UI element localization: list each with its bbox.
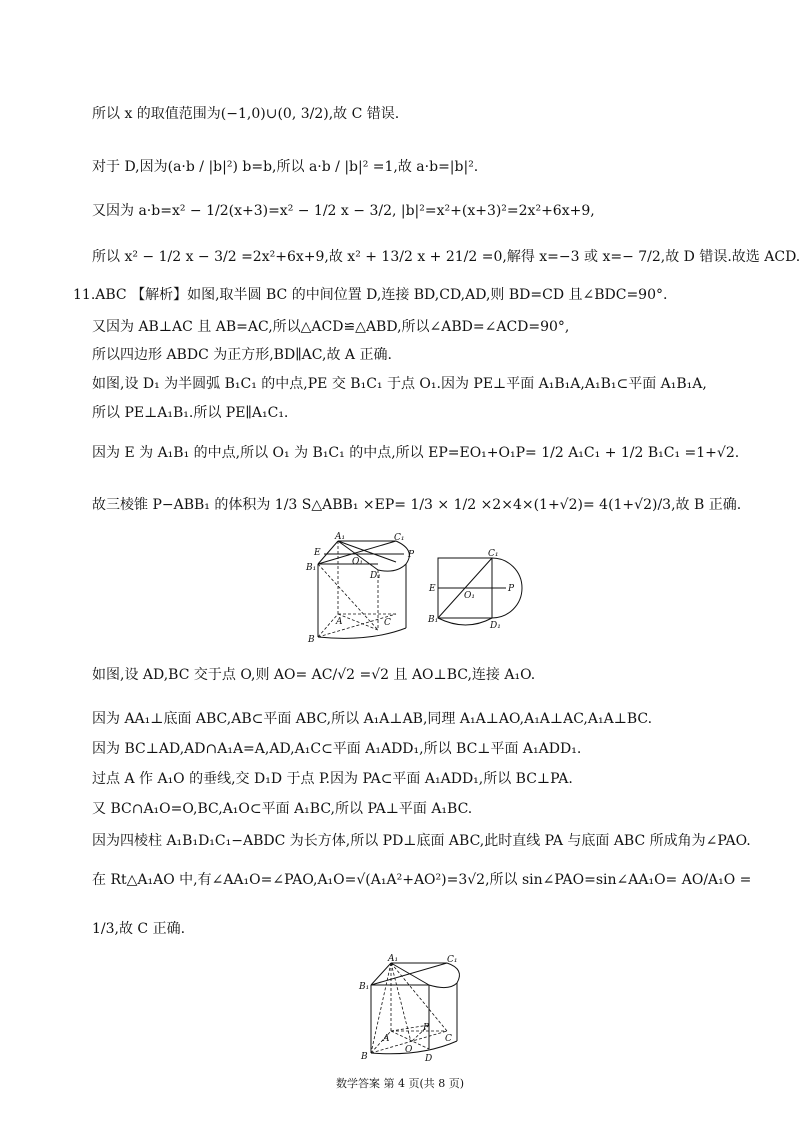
fig3-label-o: O <box>405 1045 413 1055</box>
text-line-8: 如图,设 D₁ 为半圆弧 B₁C₁ 的中点,PE 交 B₁C₁ 于点 O₁.因为 PE⊥平面 A₁B₁A,A₁B₁⊂平面 A₁B₁A, <box>92 376 707 392</box>
fig3-label-p: P <box>423 1023 430 1033</box>
text-line-19: 1/3,故 C 正确. <box>92 921 186 937</box>
text-line-13: 因为 AA₁⊥底面 ABC,AB⊂平面 ABC,所以 A₁A⊥AB,同理 A₁A⊥AO,A₁A⊥AC,A₁A⊥BC. <box>92 711 653 727</box>
text-line-17: 因为四棱柱 A₁B₁D₁C₁−ABDC 为长方体,所以 PD⊥底面 ABC,此时直线 PA 与底面 ABC 所成角为∠PAO. <box>92 833 751 849</box>
text-line-14: 因为 BC⊥AD,AD∩A₁A=A,AD,A₁C⊂平面 A₁ADD₁,所以 BC⊥平面 A₁ADD₁. <box>92 741 582 757</box>
fig2-label-o1: O₁ <box>464 591 475 601</box>
fig1-label-c: C <box>384 618 391 628</box>
text-line-9: 所以 PE⊥A₁B₁.所以 PE∥A₁C₁. <box>92 405 289 421</box>
fig2-label-p: P <box>508 584 515 594</box>
text-line-16: 又 BC∩A₁O=O,BC,A₁O⊂平面 A₁BC,所以 PA⊥平面 A₁BC. <box>92 801 473 817</box>
fig3-label-d: D <box>425 1054 433 1064</box>
fig1-label-e: E <box>314 548 321 558</box>
fig1-label-b: B <box>308 635 315 645</box>
fig2-label-d1: D₁ <box>490 621 501 630</box>
text-line-6: 又因为 AB⊥AC 且 AB=AC,所以△ACD≌△ABD,所以∠ABD=∠ACD=90°, <box>92 319 570 335</box>
fig2-label-b1: B₁ <box>428 615 439 625</box>
figure-prism-2 <box>355 953 480 1065</box>
text-line-10: 因为 E 为 A₁B₁ 的中点,所以 O₁ 为 B₁C₁ 的中点,所以 EP=EO₁+O₁P= 1/2 A₁C₁ + 1/2 B₁C₁ =1+√2. <box>92 445 740 461</box>
fig3-label-b1: B₁ <box>359 982 370 992</box>
fig1-label-c1: C₁ <box>394 533 405 543</box>
text-line-5: 11.ABC 【解析】如图,取半圆 BC 的中间位置 D,连接 BD,CD,AD,则 BD=CD 且∠BDC=90°. <box>73 287 668 303</box>
fig3-label-c: C <box>445 1034 452 1044</box>
text-line-3: 又因为 a·b=x² − 1/2(x+3)=x² − 1/2 x − 3/2, |b|²=x²+(x+3)²=2x²+6x+9, <box>92 203 595 219</box>
text-line-11: 故三棱锥 P−ABB₁ 的体积为 1/3 S△ABB₁ ×EP= 1/3 × 1/2 ×2×4×(1+√2)= 4(1+√2)/3,故 B 正确. <box>92 497 742 513</box>
fig1-label-d1: D₁ <box>370 571 381 581</box>
fig1-label-a: A <box>336 617 343 627</box>
text-line-7: 所以四边形 ABDC 为正方形,BD∥AC,故 A 正确. <box>92 347 392 363</box>
text-line-2: 对于 D,因为(a·b / |b|²) b=b,所以 a·b / |b|² =1,故 a·b=|b|². <box>92 159 479 175</box>
fig3-label-a1: A₁ <box>388 954 399 964</box>
fig2-label-e: E <box>429 584 436 594</box>
fig1-label-o1: O₁ <box>352 557 363 567</box>
text-line-15: 过点 A 作 A₁O 的垂线,交 D₁D 于点 P.因为 PA⊂平面 A₁ADD₁,所以 BC⊥PA. <box>92 771 573 787</box>
text-line-18: 在 Rt△A₁AO 中,有∠AA₁O=∠PAO,A₁O=√(A₁A²+AO²)=3√2,所以 sin∠PAO=sin∠AA₁O= AO/A₁O = <box>92 872 752 888</box>
fig1-label-a1: A₁ <box>335 532 346 542</box>
text-line-4: 所以 x² − 1/2 x − 3/2 =2x²+6x+9,故 x² + 13/2 x + 21/2 =0,解得 x=−3 或 x=− 7/2,故 D 错误.故选 ACD. <box>92 249 800 265</box>
figure-plan-view <box>426 548 526 630</box>
fig3-label-a: A <box>383 1034 390 1044</box>
page-footer: 数学答案 第 4 页(共 8 页) <box>335 1077 465 1090</box>
fig2-label-c1: C₁ <box>488 549 499 559</box>
fig1-label-b1: B₁ <box>306 563 317 573</box>
fig3-label-c1: C₁ <box>447 955 458 965</box>
text-line-12: 如图,设 AD,BC 交于点 O,则 AO= AC/√2 =√2 且 AO⊥BC,连接 A₁O. <box>92 667 536 683</box>
fig1-label-p: P <box>408 550 415 560</box>
text-line-1: 所以 x 的取值范围为(−1,0)∪(0, 3/2),故 C 错误. <box>92 106 400 122</box>
figure-prism-1 <box>300 532 430 647</box>
fig3-label-b: B <box>361 1052 368 1062</box>
